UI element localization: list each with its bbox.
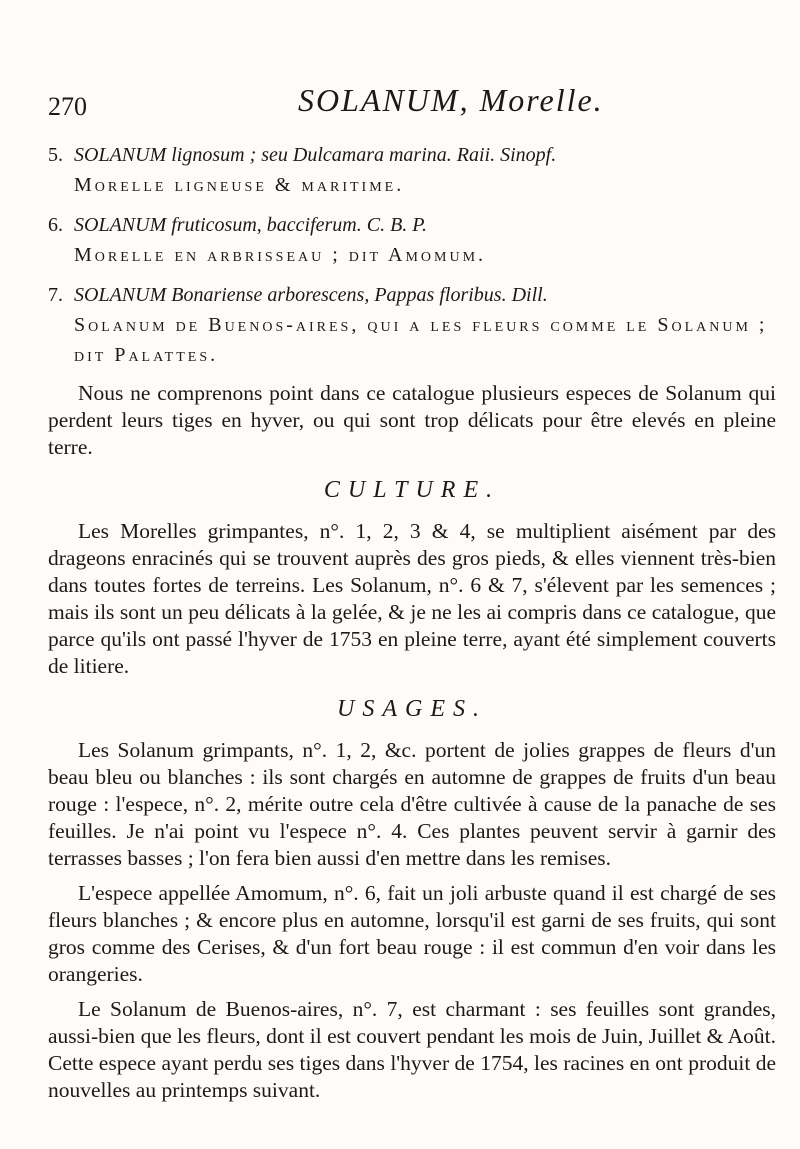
species-entry-6 <box>48 210 776 270</box>
entry-french-name: Morelle en arbrisseau ; dit Amomum. <box>74 244 487 266</box>
entry-latin-name: SOLANUM Bonariense arborescens, Pappas floribus. Dill. <box>74 284 548 306</box>
entry-common-name: dit Palattes. <box>74 344 219 366</box>
entry-number: 7. <box>48 284 63 306</box>
usages-paragraph: L'espece appellée Amomum, n°. 6, fait un joli arbuste quand il est chargé de ses fleurs blanches ; & encore plus en automne, lorsqu'il est garni de ses fruits, qui sont gros comme des Cerises, & d'un fort beau rouge : il est commun d'en voir dans les orangeries. <box>48 881 776 986</box>
culture-paragraph: Les Morelles grimpantes, n°. 1, 2, 3 & 4, se multiplient aisément par des drageons enracinés qui se trouvent auprès des gros pieds, & elles viennent très-bien dans toutes fortes de terreins. Les Solanum, n°. 6 & 7, s'élevent par les semences ; mais ils sont un peu délicats à la gelée, & je ne les ai compris dans ce catalogue, que parce qu'ils ont passé l'hyver de 1753 en pleine terre, ayant été simplement couverts de litiere. <box>48 519 776 678</box>
intro-paragraph: Nous ne comprenons point dans ce catalogue plusieurs especes de Solanum qui perdent leurs tiges en hyver, ou qui sont trop délicats pour être elevés en pleine terre. <box>48 381 776 459</box>
species-entry-5 <box>48 140 776 200</box>
entry-number: 6. <box>48 214 63 236</box>
usages-paragraph: Les Solanum grimpants, n°. 1, 2, &c. portent de jolies grappes de fleurs d'un beau bleu ou blanches : ils sont chargés en automne de grappes de fruits d'un beau rouge : l'espece, n°. 2, mérite outre cela d'être cultivée à cause de la panache de ses feuilles. Je n'ai point vu l'espece n°. 4. Ces plantes peuvent servir à garnir des terrasses basses ; l'on fera bien aussi d'en mettre dans les remises. <box>48 738 776 870</box>
page-header <box>48 82 768 122</box>
culture-heading: CULTURE. <box>323 477 501 503</box>
entry-latin-name: SOLANUM fruticosum, bacciferum. C. B. P. <box>74 214 427 236</box>
usages-paragraph: Le Solanum de Buenos-aires, n°. 7, est charmant : ses feuilles sont grandes, aussi-bien que les fleurs, dont il est couvert pendant les mois de Juin, Juillet & Août. Cette espece ayant perdu ses tiges dans l'hyver de 1754, les racines en ont produit de nouvelles au printemps suivant. <box>48 997 776 1102</box>
entry-french-name: Solanum de Buenos-aires, qui a les fleurs comme le Solanum ; <box>74 314 768 336</box>
page-number: 270 <box>48 92 87 121</box>
usages-heading: USAGES. <box>337 696 487 722</box>
entry-number: 5. <box>48 144 63 166</box>
entry-french-name: Morelle ligneuse & maritime. <box>74 174 405 196</box>
entry-latin-name: SOLANUM lignosum ; seu Dulcamara marina. Raii. Sinopf. <box>74 144 557 166</box>
species-entry-7 <box>48 280 776 370</box>
page-body <box>48 140 776 1112</box>
running-title: SOLANUM, Morelle. <box>298 82 604 118</box>
